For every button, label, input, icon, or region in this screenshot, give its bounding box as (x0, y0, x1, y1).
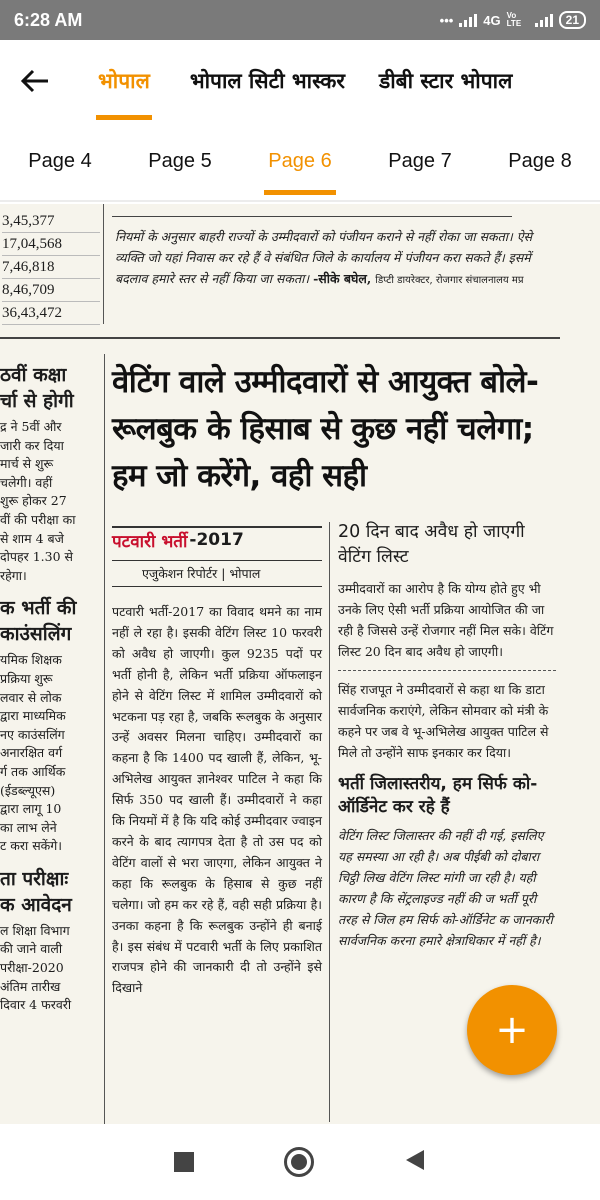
signal-icon (459, 13, 477, 27)
right-para-1: उम्मीदवारों का आरोप है कि योग्य होते हुए भी उनके लिए ऐसी भर्ती प्रक्रिया आयोजित की जा रही है जिससे उन्हें रोजगार नहीं मिल सके। वेटिंग लिस्ट 20 दिन बाद अवैध हो जाएगी। (338, 581, 554, 659)
page-tabs (0, 122, 600, 202)
column-divider (103, 204, 104, 324)
rule-top (112, 216, 512, 217)
tab-page-6[interactable]: Page 6 (264, 121, 335, 201)
tab-page-8[interactable]: Page 8 (508, 149, 572, 172)
back-triangle-icon (404, 1148, 426, 1172)
rule-mid (0, 337, 560, 339)
kicker (112, 526, 322, 552)
status-bar (0, 0, 600, 40)
byline: एजुकेशन रिपोर्टर | भोपाल (112, 560, 322, 587)
tab-page-7[interactable]: Page 7 (388, 149, 452, 172)
divider (338, 670, 556, 671)
quote-box (115, 226, 555, 291)
right-para-2: सिंह राजपूत ने उम्मीदवारों से कहा था कि डाटा सार्वजनिक कराएंगे, लेकिन सोमवार को मंत्री के कहने पर जब वे भू-अभिलेख आयुक्त पाटिल से मिले तो उन्होंने साफ इनकार कर दिया। (338, 682, 549, 760)
left-heading-2: क भर्ती की काउंसलिंग (0, 597, 77, 646)
back-arrow-icon (20, 69, 50, 93)
number-row: 17,04,568 (2, 233, 100, 256)
tab-page-5[interactable]: Page 5 (148, 149, 212, 172)
top-nav (0, 40, 600, 122)
number-row: 36,43,472 (2, 302, 100, 325)
status-time: 6:28 AM (14, 9, 83, 30)
battery-icon: 21 (559, 11, 586, 29)
number-row: 7,46,818 (2, 256, 100, 279)
home-button[interactable] (284, 1147, 314, 1177)
network-type: 4G (483, 12, 501, 28)
quote-author-title: डिप्टी डायरेक्टर, रोजगार संचालनालय मप्र (375, 275, 524, 286)
left-text-1: द्र ने 5वीं और जारी कर दिया मार्च से शुरू चलेगी। वहीं शुरू होकर 27 वीं की परीक्षा का से शाम 4 बजे दोपहर 1.30 से रहेगा। (0, 419, 76, 583)
left-text-3: ल शिक्षा विभाग की जाने वाली परीक्षा-2020 अंतिम तारीख दिवार 4 फरवरी (0, 922, 72, 1013)
add-fab-button[interactable]: + (467, 985, 557, 1075)
column-divider-left (104, 354, 105, 1124)
kicker-red: पटवारी भर्ती (112, 531, 188, 552)
system-nav-bar (0, 1124, 600, 1200)
left-column (0, 362, 100, 1122)
tab-bhopal-city-bhaskar[interactable]: भोपाल सिटी भास्कर (189, 69, 345, 93)
tab-db-star-bhopal[interactable]: डीबी स्टार भोपाल (379, 69, 513, 93)
volte-label: Vo LTE (506, 11, 522, 28)
right-heading-2: भर्ती जिलास्तरीय, हम सिर्फ को-ऑर्डिनेट कर रहे हैं (338, 774, 538, 817)
signal-icon-2 (535, 13, 553, 27)
left-text-2: यमिक शिक्षक प्रक्रिया शुरू लवार से लोक द्वारा माध्यमिक नए काउंसलिंग अनारक्षित वर्ग र्ग तक आर्थिक (ईडब्ल्यूएस) द्वारा लागू 10 का लाभ लेने ट करा सकेंगे। (0, 652, 66, 854)
left-heading-1: ठवीं कक्षा र्चा से होगी (0, 364, 74, 412)
right-column (338, 520, 556, 951)
tab-page-4[interactable]: Page 4 (28, 149, 92, 172)
status-icons (440, 11, 586, 29)
recents-button[interactable] (174, 1152, 194, 1172)
headline: वेटिंग वाले उम्मीदवारों से आयुक्त बोले- रूलबुक के हिसाब से कुछ नहीं चलेगा; हम जो करेंगे, वही सही (112, 364, 539, 494)
back-nav-button[interactable] (404, 1148, 426, 1176)
column-divider-right (329, 522, 330, 1122)
dots-icon: ••• (439, 12, 454, 28)
home-icon (291, 1154, 307, 1170)
number-row: 8,46,709 (2, 279, 100, 302)
kicker-year: -2017 (189, 530, 244, 550)
back-button[interactable] (0, 40, 70, 122)
article-body: पटवारी भर्ती-2017 का विवाद थमने का नाम नहीं ले रहा है। इसकी वेटिंग लिस्ट 10 फरवरी को अवैध हो जाएगी। कुल 9235 पदों पर भर्ती होनी है, लेकिन भर्ती प्रक्रिया ऑफलाइन होने से वेटिंग लिस्ट में शामिल उम्मीदवारों को भटकना पड़ रहा है, जबकि रूलबुक के अनुसार उन्हें अवसर मिलना चाहिए। उम्मीदवारों का कहना है कि 1400 पद खाली हैं, लेकिन, भू-अभिलेख आयुक्त ज्ञानेश्वर पाटिल ने कहा कि सिर्फ 350 पद खाली हैं। उम्मीदवारों ने कहा कि नियमों में है कि यदि कोई उम्मीदवार ज्वाइन करने के बाद त्यागपत्र देता है तो उस पद को वेटिंग वालों से भरा जाएगा, लेकिन आयुक्त ने कहा कि रूलबुक के हिसाब से कुछ नहीं चलेगा। जो हम कर रहे हैं, वही सही प्रक्रिया है। उनका कहना है कि रूलबुक उन्होंने ही बनाई है। इस संबंध में पटवारी भर्ती के लिए प्रकाशित राजपत्र होने की जानकारी दी तो उन्होंने इसे दिखाने (112, 604, 322, 996)
quote-author: -सीके बघेल, (313, 271, 372, 286)
right-para-3: वेटिंग लिस्ट जिलास्तर की नहीं दी गई, इसलिए यह समस्या आ रही है। अब पीईबी को दोबारा चिट्ठी लिख वेटिंग लिस्ट मांगी जा रही है। यही कारण है कि सेंट्रलाइज्ड नहीं की ज भर्ती पूरी तरह से जिल हम सिर्फ को-ऑर्डिनेट क जानकारी सार्वजनिक करना हमारे क्षेत्राधिकार में नहीं है। (338, 828, 553, 948)
left-heading-3: ता परीक्षाः क आवेदन (0, 867, 72, 916)
right-heading-1: 20 दिन बाद अवैध हो जाएगी वेटिंग लिस्ट (338, 522, 525, 567)
number-table (2, 210, 100, 325)
tab-bhopal[interactable]: भोपाल (98, 40, 150, 122)
quote-text: नियमों के अनुसार बाहरी राज्यों के उम्मीदवारों को पंजीयन कराने से नहीं रोका जा सकता। ऐसे व्यक्ति जो यहां निवास कर रहे हैं वे संबंधित जिले के कार्यालय में पंजीयन करा सकते हैं। इसमें बदलाव हमारे स्तर से नहीं किया जा सकता। (115, 229, 533, 286)
number-row: 3,45,377 (2, 210, 100, 233)
